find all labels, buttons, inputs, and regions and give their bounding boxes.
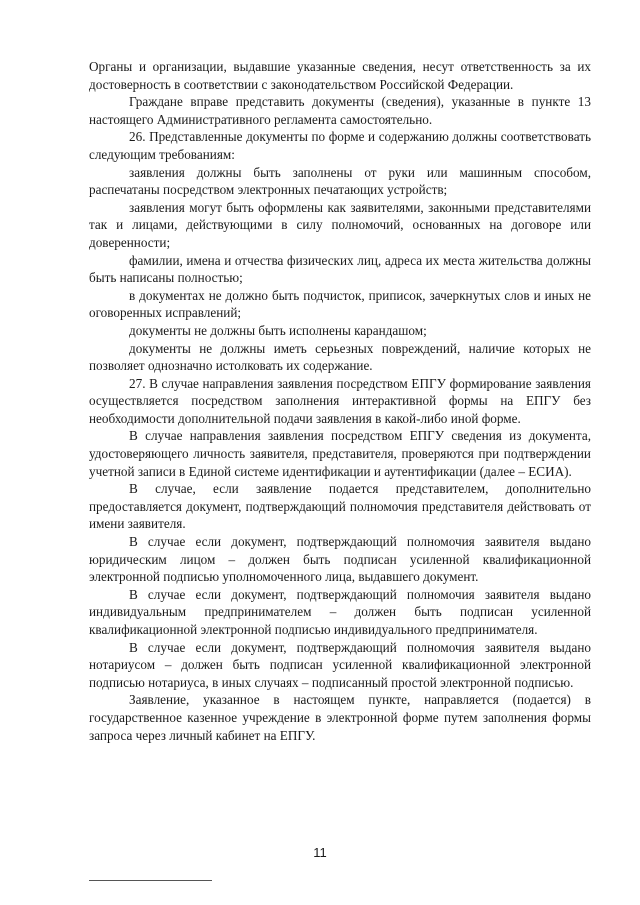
- paragraph-notary: В случае если документ, подтверждающий полномочия заявителя выдано нотариусом – должен быть подписан усиленной квалификационной электронной подписью нотариуса, в иных случаях – подписанный простой электронной подписью.: [89, 639, 591, 690]
- paragraph-requirement-executed: заявления могут быть оформлены как заявителями, законными представителями так и лицами, действующими в силу полномочий, основанных на договоре или доверенности;: [89, 199, 591, 250]
- paragraph-entrepreneur: В случае если документ, подтверждающий полномочия заявителя выдано индивидуальным предпринимателем – должен быть подписан усиленной квалификационной электронной подписью индивидуального предпринимателя.: [89, 586, 591, 637]
- paragraph-requirement-filled: заявления должны быть заполнены от руки или машинным способом, распечатаны посредством электронных печатающих устройств;: [89, 164, 591, 198]
- paragraph-item-27: 27. В случае направления заявления посредством ЕПГУ формирование заявления осуществляется посредством заполнения интерактивной формы на ЕПГУ без необходимости дополнительной подачи заявления в какой-либо иной форме.: [89, 375, 591, 426]
- paragraph-responsibility: Органы и организации, выдавшие указанные сведения, несут ответственность за их достоверность в соответствии с законодательством Российской Федерации.: [89, 59, 591, 92]
- paragraph-legal-entity: В случае если документ, подтверждающий полномочия заявителя выдано юридическим лицом – должен быть подписан усиленной квалификационной электронной подписью уполномоченного лица, выдавшего документ.: [89, 534, 591, 585]
- paragraph-esia-verification: В случае направления заявления посредством ЕПГУ сведения из документа, удостоверяющего личность заявителя, представителя, проверяются при подтверждении учетной записи в Единой системе идентификации и аутентификации (далее – ЕСИА).: [89, 428, 591, 479]
- paragraph-requirement-no-erasures: в документах не должно быть подчисток, приписок, зачеркнутых слов и иных не оговоренных исправлений;: [89, 287, 591, 321]
- document-body: [89, 58, 591, 744]
- paragraph-citizens-right: Граждане вправе представить документы (сведения), указанные в пункте 13 настоящего Административного регламента самостоятельно.: [89, 94, 591, 127]
- paragraph-requirement-names: фамилии, имена и отчества физических лиц, адреса их места жительства должны быть написаны полностью;: [89, 252, 591, 286]
- paragraph-requirement-no-pencil: документы не должны быть исполнены карандашом;: [129, 322, 427, 338]
- paragraph-requirement-no-damage: документы не должны иметь серьезных повреждений, наличие которых не позволяет однозначно истолковать их содержание.: [89, 340, 591, 374]
- footer-divider: [89, 880, 212, 881]
- paragraph-submission: Заявление, указанное в настоящем пункте, направляется (подается) в государственное казенное учреждение в электронной форме путем заполнения формы запроса через личный кабинет на ЕПГУ.: [89, 692, 591, 743]
- page-number: 11: [313, 845, 327, 860]
- paragraph-item-26: 26. Представленные документы по форме и содержанию должны соответствовать следующим требованиям:: [89, 129, 591, 162]
- paragraph-representative: В случае, если заявление подается представителем, дополнительно предоставляется документ, подтверждающий полномочия представителя действовать от имени заявителя.: [89, 481, 591, 532]
